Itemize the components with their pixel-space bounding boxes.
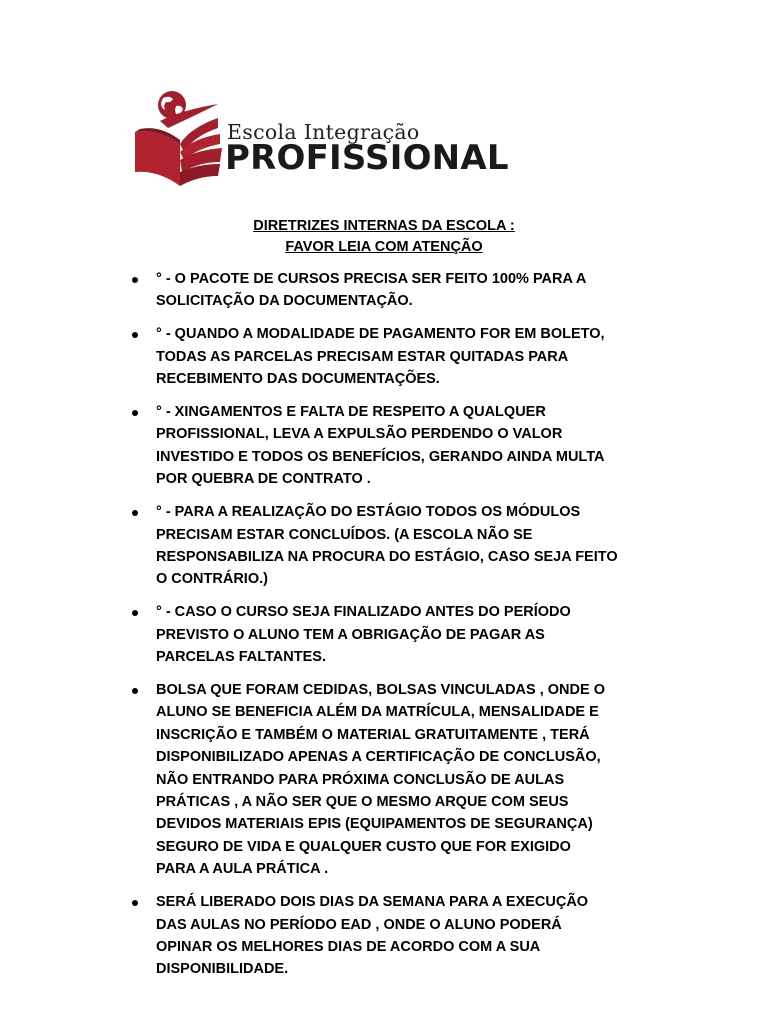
rule-line: SERÁ LIBERADO DOIS DIAS DA SEMANA PARA A EXECUÇÃO — [156, 894, 589, 911]
list-item — [156, 401, 646, 491]
rule-line: SEGURO DE VIDA E QUALQUER CUSTO QUE FOR EXIGIDO — [156, 838, 571, 855]
rule-line: INVESTIDO E TODOS OS BENEFÍCIOS, GERANDO AINDA MULTA — [156, 448, 605, 465]
list-item — [156, 268, 646, 313]
rule-line: SOLICITAÇÃO DA DOCUMENTAÇÃO. — [156, 293, 413, 310]
rule-line: ° - O PACOTE DE CURSOS PRECISA SER FEITO 100% PARA A — [156, 271, 587, 287]
rule-line: NÃO ENTRANDO PARA PRÓXIMA CONCLUSÃO DE AULAS — [156, 771, 565, 788]
rules-list — [156, 268, 646, 991]
list-item — [156, 679, 646, 881]
bullet-icon — [132, 277, 138, 283]
rule-line: DISPONIBILIZADO APENAS A CERTIFICAÇÃO DE CONCLUSÃO, — [156, 749, 601, 766]
rule-line: POR QUEBRA DE CONTRATO . — [156, 471, 371, 488]
rule-line: ° - PARA A REALIZAÇÃO DO ESTÁGIO TODOS OS MÓDULOS — [156, 504, 581, 521]
rule-line: INSCRIÇÃO E TAMBÉM O MATERIAL GRATUITAMENTE , TERÁ — [156, 726, 590, 743]
bullet-icon — [132, 610, 138, 616]
school-logo — [132, 88, 509, 190]
bullet-icon — [132, 332, 138, 338]
rule-line: TODAS AS PARCELAS PRECISAM ESTAR QUITADAS PARA — [156, 348, 569, 365]
bullet-icon — [132, 900, 138, 906]
rule-line: ° - CASO O CURSO SEJA FINALIZADO ANTES DO PERÍODO — [156, 604, 571, 621]
rule-line: RECEBIMENTO DAS DOCUMENTAÇÕES. — [156, 371, 440, 388]
document-heading — [0, 216, 768, 258]
rule-line: PREVISTO O ALUNO TEM A OBRIGAÇÃO DE PAGAR AS — [156, 626, 545, 643]
rule-line: ° - QUANDO A MODALIDADE DE PAGAMENTO FOR EM BOLETO, — [156, 326, 605, 343]
rule-line: DEVIDOS MATERIAIS EPIS (EQUIPAMENTOS DE SEGURANÇA) — [156, 816, 593, 833]
book-globe-icon — [132, 88, 227, 190]
rule-line: RESPONSABILIZA NA PROCURA DO ESTÁGIO, CASO SEJA FEITO — [156, 548, 618, 565]
list-item — [156, 601, 646, 668]
list-item — [156, 891, 646, 981]
rule-line: DISPONIBILIDADE. — [156, 961, 289, 978]
rule-line: O CONTRÁRIO.) — [156, 571, 268, 588]
rule-line: PARCELAS FALTANTES. — [156, 649, 326, 666]
rule-line: ALUNO SE BENEFICIA ALÉM DA MATRÍCULA, MENSALIDADE E — [156, 704, 599, 721]
rule-line: PROFISSIONAL, LEVA A EXPULSÃO PERDENDO O VALOR — [156, 426, 563, 443]
rule-line: BOLSA QUE FORAM CEDIDAS, BOLSAS VINCULADAS , ONDE O — [156, 682, 605, 698]
bullet-icon — [132, 688, 138, 694]
rule-line: DAS AULAS NO PERÍODO EAD , ONDE O ALUNO PODERÁ — [156, 916, 562, 933]
rule-line: ° - XINGAMENTOS E FALTA DE RESPEITO A QUALQUER — [156, 404, 546, 421]
list-item — [156, 323, 646, 390]
bullet-icon — [132, 510, 138, 516]
rule-line: PRÁTICAS , A NÃO SER QUE O MESMO ARQUE COM SEUS — [156, 794, 569, 811]
heading-line-2: FAVOR LEIA COM ATENÇÃO — [285, 239, 483, 255]
logo-text-top: Escola Integração — [227, 120, 420, 144]
rule-line: PARA A AULA PRÁTICA . — [156, 861, 329, 878]
bullet-icon — [132, 410, 138, 416]
logo-text-main: PROFISSIONAL — [225, 138, 509, 178]
heading-line-1: DIRETRIZES INTERNAS DA ESCOLA : — [253, 218, 515, 234]
rule-line: PRECISAM ESTAR CONCLUÍDOS. (A ESCOLA NÃO SE — [156, 526, 533, 543]
rule-line: OPINAR OS MELHORES DIAS DE ACORDO COM A SUA — [156, 938, 541, 955]
list-item — [156, 501, 646, 591]
